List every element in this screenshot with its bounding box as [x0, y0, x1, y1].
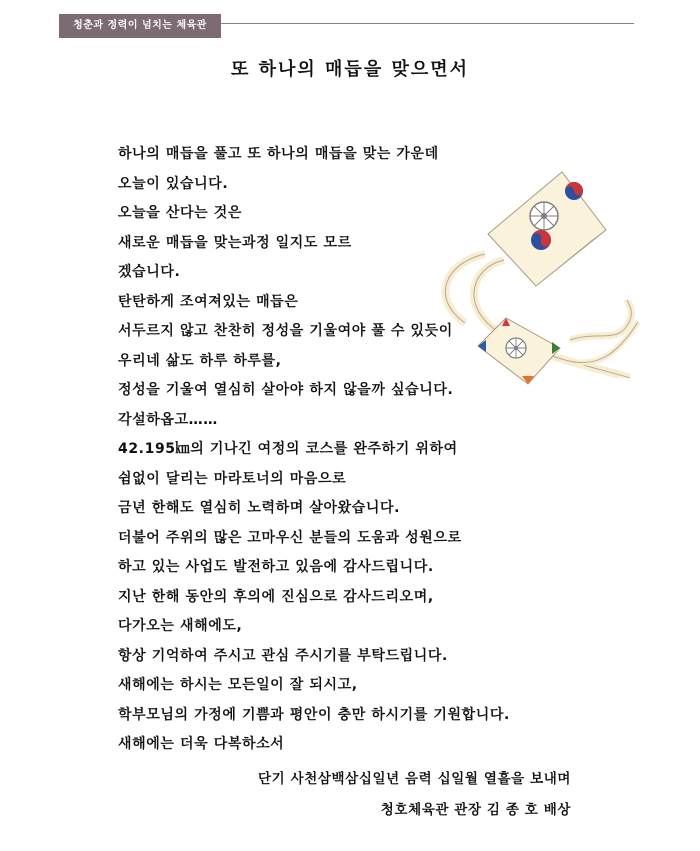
body-line: 42.195㎞의 기나긴 여정의 코스를 완주하기 위하여 — [118, 441, 458, 457]
letter-closing — [258, 764, 571, 826]
body-line: 쉼없이 달리는 마라토너의 마음으로 — [118, 470, 347, 487]
body-line: 정성을 기울여 열심히 살아야 하지 않을까 싶습니다. — [118, 382, 454, 398]
body-line: 항상 기억하여 주시고 관심 주시기를 부탁드립니다. — [118, 647, 448, 664]
body-line: 각설하옵고…… — [118, 411, 218, 428]
body-line: 다가오는 새해에도, — [118, 618, 243, 634]
body-line: 새로운 매듭을 맞는과정 일지도 모르 — [118, 234, 352, 251]
body-line: 학부모님의 가정에 기쁨과 평안이 충만 하시기를 기원합니다. — [118, 706, 510, 723]
body-line: 오늘이 있습니다. — [118, 175, 229, 192]
body-line: 하고 있는 사업도 발전하고 있음에 감사드립니다. — [118, 559, 434, 575]
body-line: 지난 한해 동안의 후의에 진심으로 감사드리오며, — [118, 588, 434, 605]
document-title: 또 하나의 매듭을 맞으면서 — [230, 59, 470, 80]
body-line: 더불어 주위의 많은 고마우신 분들의 도움과 성원으로 — [118, 529, 462, 546]
body-line: 우리네 삶도 하루 하루를, — [118, 352, 282, 369]
closing-date-line: 단기 사천삼백삼십일년 음력 십일월 열흘을 보내며 — [258, 771, 571, 787]
letter-body — [118, 140, 598, 760]
body-line: 탄탄하게 조여져있는 매듭은 — [118, 293, 299, 310]
body-line: 겠습니다. — [118, 264, 181, 280]
body-line: 새해에는 더욱 다복하소서 — [118, 736, 285, 752]
header-tab: 청춘과 정력이 넘치는 체육관 — [59, 14, 221, 38]
header-rule — [221, 23, 634, 24]
body-line: 새해에는 하시는 모든일이 잘 되시고, — [118, 677, 358, 693]
body-line: 오늘을 산다는 것은 — [118, 205, 242, 221]
body-line: 서두르지 않고 찬찬히 정성을 기울여야 풀 수 있듯이 — [118, 323, 453, 339]
signature-line: 청호체육관 관장 김 종 호 배상 — [380, 802, 571, 818]
body-line: 하나의 매듭을 풀고 또 하나의 매듭을 맞는 가운데 — [118, 146, 439, 162]
body-line: 금년 한해도 열심히 노력하며 살아왔습니다. — [118, 500, 401, 516]
